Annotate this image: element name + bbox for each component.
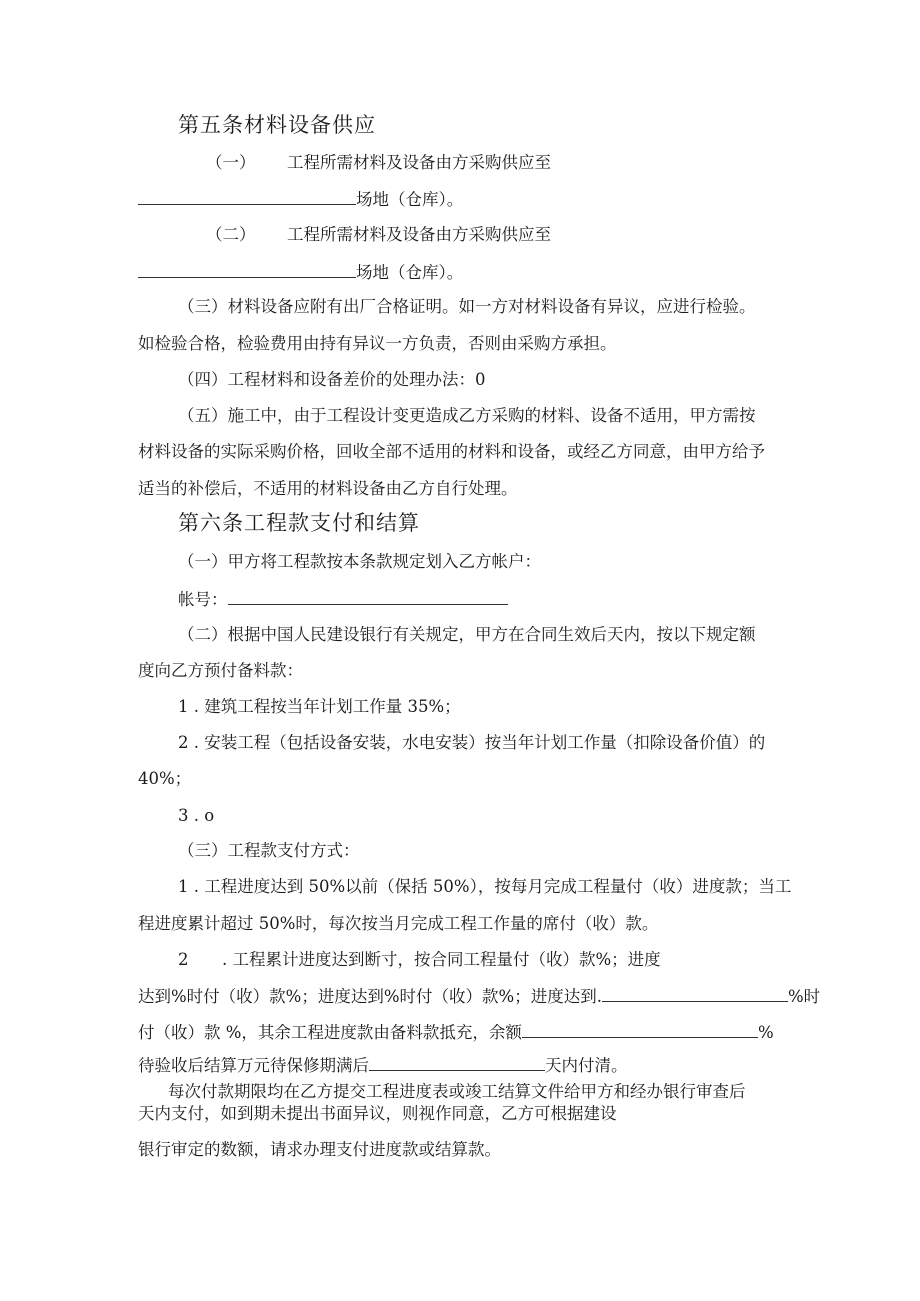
art5-item2-number: （二） [206, 225, 256, 244]
art5-item2-text: 工程所需材料及设备由方采购供应至 [287, 225, 551, 244]
account-label: 帐号： [178, 590, 228, 609]
art5-item2-tail: 场地（仓库）。 [356, 263, 464, 282]
payment-2-line3-tail: % [757, 1023, 774, 1042]
prepay-item-2-line2: 40%； [138, 769, 192, 788]
art5-item1-tail: 场地（仓库）。 [356, 190, 464, 209]
article5-heading: 第五条材料设备供应 [178, 113, 376, 137]
art5-item5-line1: （五）施工中，由于工程设计变更造成乙方采购的材料、设备不适用，甲方需按 [178, 406, 756, 425]
prepay-item-2-line1: 2 . 安装工程（包括设备安装，水电安装）按当年计划工作量（扣除设备价值）的 [178, 733, 766, 752]
art5-item2-line [138, 261, 463, 284]
art6-item3: （三）工程款支付方式： [178, 841, 360, 860]
final-para-line1: 每次付款期限均在乙方提交工程进度表或竣工结算文件给甲方和经办银行审查后 [168, 1082, 746, 1101]
payment-2-line4 [138, 1054, 628, 1077]
payment-2-line1: . 工程累计进度达到断寸，按合同工程量付（收）款%；进度 [222, 950, 661, 969]
art5-item1-number: （一） [206, 153, 256, 172]
payment-1-line2: 程进度累计超过 50%时，每次按当月完成工程工作量的席付（收）款。 [138, 914, 659, 933]
prepay-item-1: 1 . 建筑工程按当年计划工作量 35%； [178, 697, 461, 716]
prepay-item-3: 3 . o [178, 806, 215, 825]
art5-item5-line2: 材料设备的实际采购价格，回收全部不适用的材料和设备，或经乙方同意，由甲方给予 [138, 442, 765, 461]
article6-heading: 第六条工程款支付和结算 [178, 511, 420, 535]
payment-1-line1: 1 . 工程进度达到 50%以前（保括 50%），按每月完成工程量付（收）进度款；当工 [178, 877, 792, 896]
final-para-line3: 银行审定的数额，请求办理支付进度款或结算款。 [138, 1140, 501, 1159]
payment-2-line4-text: 待验收后结算万元待保修期满后 [138, 1056, 369, 1075]
payment-2-line2 [138, 985, 820, 1008]
blank-field [369, 1054, 545, 1071]
account-line [178, 588, 508, 611]
art6-item2-line2: 度向乙方预付备料款： [138, 661, 303, 680]
art5-item4: （四）工程材料和设备差价的处理办法：0 [178, 370, 486, 389]
final-para-line2: 天内支付，如到期未提出书面异议，则视作同意，乙方可根据建设 [138, 1104, 617, 1123]
blank-field [602, 985, 788, 1002]
payment-2-line3 [138, 1021, 774, 1044]
art6-item1: （一）甲方将工程款按本条款规定划入乙方帐户： [178, 552, 541, 571]
art6-item2-line1: （二）根据中国人民建设银行有关规定，甲方在合同生效后天内，按以下规定额 [178, 625, 756, 644]
blank-field [522, 1021, 758, 1038]
art5-item1-line [138, 188, 463, 211]
art5-item1-text: 工程所需材料及设备由方采购供应至 [287, 153, 551, 172]
art5-item3-line2: 如检验合格，检验费用由持有异议一方负责，否则由采购方承担。 [138, 334, 617, 353]
art5-item3-line1: （三）材料设备应附有出厂合格证明。如一方对材料设备有异议，应进行检验。 [178, 297, 756, 316]
payment-2-line2-text: 达到%时付（收）款%；进度达到%时付（收）款%；进度达到. [138, 987, 602, 1006]
payment-2-line2-tail: %时 [787, 987, 821, 1006]
payment-2-number: 2 [178, 950, 189, 969]
payment-2-line3-text: 付（收）款 %，其余工程进度款由备料款抵充，余额 [138, 1023, 522, 1042]
payment-2-line4-tail: 天内付清。 [545, 1056, 628, 1075]
blank-field [138, 188, 356, 205]
account-number-blank [228, 588, 508, 605]
blank-field [138, 261, 356, 278]
art5-item5-line3: 适当的补偿后，不适用的材料设备由乙方自行处理。 [138, 479, 518, 498]
